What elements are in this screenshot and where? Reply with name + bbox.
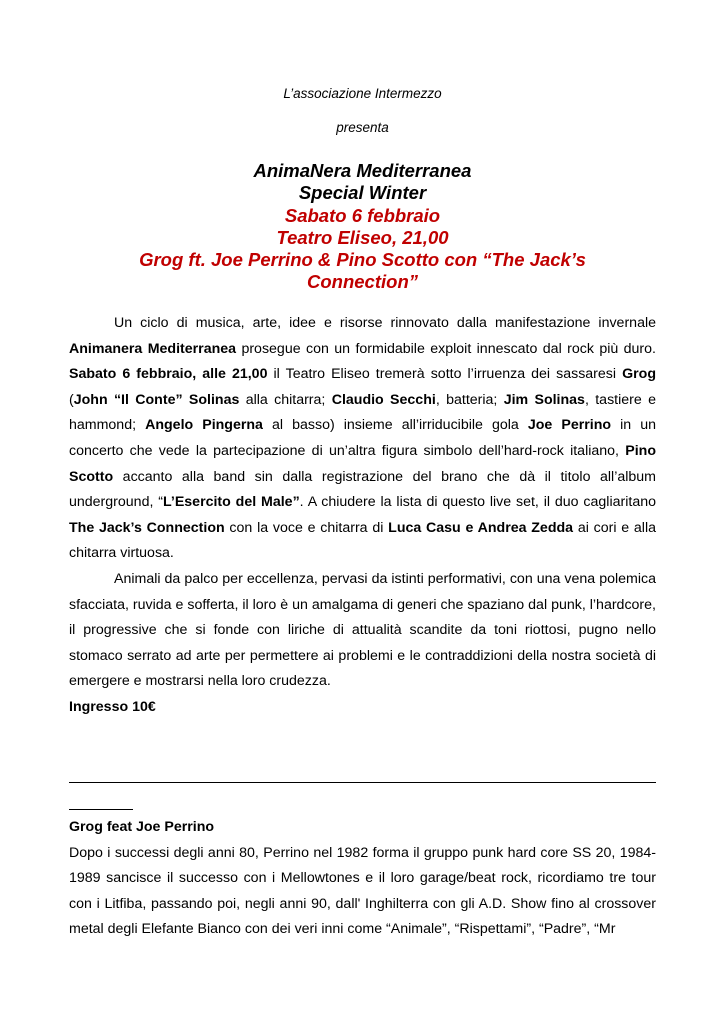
text-run: con la voce e chitarra di	[224, 519, 389, 536]
bold-run: Pino Scotto	[69, 442, 656, 485]
bold-run: Angelo Pingerna	[145, 417, 263, 434]
event-subtitle: Special Winter	[298, 182, 427, 204]
text-run: alla chitarra;	[239, 391, 332, 408]
paragraph-1	[69, 311, 656, 567]
horizontal-rule	[69, 782, 656, 783]
bio-section	[69, 815, 656, 943]
text-run: , tastiere e hammond;	[69, 391, 656, 434]
text-run: al basso) insieme all’irriducibile gola	[262, 417, 528, 434]
bold-run: Jim Solinas	[503, 391, 585, 408]
paragraph-2: Animali da palco per eccellenza, pervasi da istinti performativi, con una vena polemica sfacciata, ruvida e sofferta, il loro è un amalgama di generi che spaziano dal punk, l’hardcore, il progressive che si fonde con liriche di attualità scandite da toni riottosi, pugno nello stomaco serrato ad arte per permettere ai problemi e le contraddizioni della nostra società di emergere e mostrarsi nella loro crudezza.	[69, 570, 656, 690]
event-venue-time: Teatro Eliseo, 21,00	[276, 226, 449, 248]
text-run: in un concerto che vede la partecipazione di un’altra figura simbolo dell’hard-rock italiano,	[69, 417, 656, 459]
bio-text: Dopo i successi degli anni 80, Perrino nel 1982 forma il gruppo punk hard core SS 20, 1984-1989 sancisce il successo con i Mellowtones e il loro garage/beat rock, ricordiamo tre tour con i Litfiba, passando poi, negli anni 90, dall' Inghilterra con gli A.D. Show fino al crossover metal degli Elefante Bianco con dei veri inni come “Animale”, “Rispettami”, “Padre”, “Mr	[69, 844, 656, 938]
text-run: prosegue con un formidabile exploit innescato dal rock più duro.	[236, 340, 656, 357]
text-run: (	[69, 391, 74, 408]
presents-line: presenta	[336, 120, 389, 135]
text-run: Un ciclo di musica, arte, idee e risorse rinnovato dalla manifestazione invernale	[114, 315, 656, 331]
event-date: Sabato 6 febbraio	[284, 204, 441, 226]
bold-run: L’Esercito del Male”	[163, 494, 300, 511]
event-lineup: Grog ft. Joe Perrino & Pino Scotto con “The Jack’s Connection”	[139, 249, 586, 293]
bio-heading	[69, 815, 656, 841]
event-title-block	[90, 160, 635, 294]
association-line: L’associazione Intermezzo	[283, 86, 442, 101]
bold-run: The Jack’s Connection	[69, 519, 225, 536]
bold-run: Animanera Mediterranea	[69, 340, 237, 357]
admission-price	[69, 695, 656, 721]
text-run: ai cori e alla chitarra virtuosa.	[69, 519, 657, 562]
bold-run: Luca Casu e Andrea Zedda	[388, 519, 574, 536]
bold-run: Joe Perrino	[527, 417, 612, 434]
text-run: il Teatro Eliseo tremerà sotto l’irruenza dei sassaresi	[267, 366, 623, 383]
bold-run: Sabato 6 febbraio, alle 21,00	[69, 366, 268, 383]
event-name: AnimaNera Mediterranea	[253, 160, 472, 181]
main-text	[69, 311, 656, 721]
bold-run: John “Il Conte” Solinas	[73, 391, 240, 408]
text-run: accanto alla band sin dalla registrazione del brano che dà il titolo all’album underground, “	[69, 468, 656, 511]
footnote-rule	[69, 809, 133, 810]
admission-text: Ingresso 10€	[69, 698, 156, 715]
text-run: . A chiudere la lista di questo live set, il duo cagliaritano	[299, 494, 656, 511]
bio-heading-text: Grog feat Joe Perrino	[69, 819, 215, 835]
bold-run: Claudio Secchi	[331, 391, 436, 408]
bold-run: Grog	[622, 366, 656, 383]
text-run: , batteria;	[435, 391, 504, 408]
